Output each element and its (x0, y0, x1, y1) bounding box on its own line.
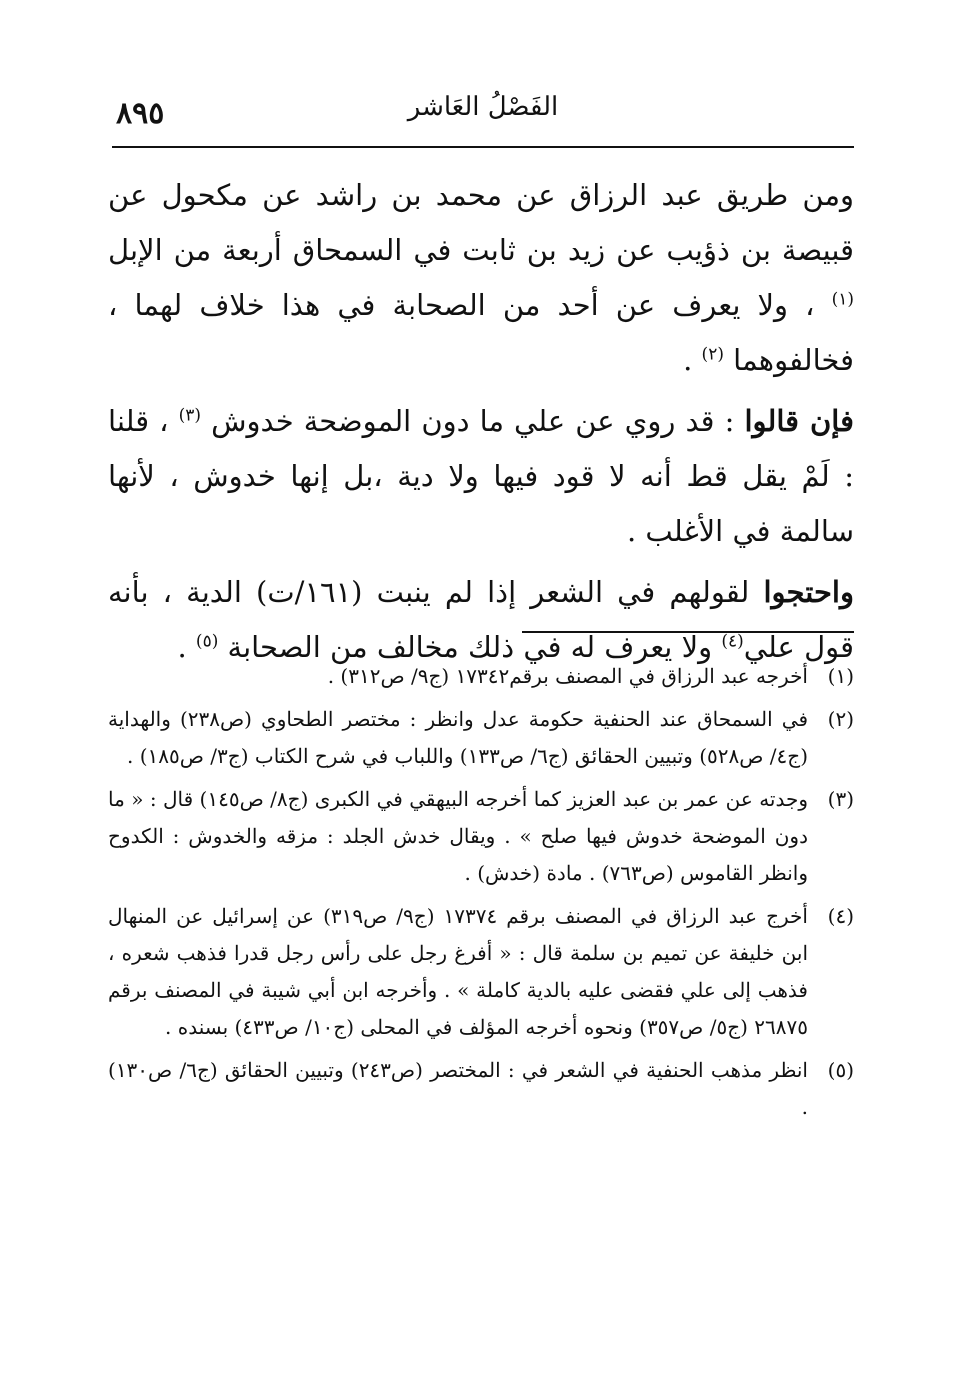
footnote-mark-1: (١) (827, 664, 854, 688)
paragraph-2-lead: فإن قالوا (744, 404, 854, 438)
paragraph-3-text-1: لقولهم في الشعر إذا لم ينبت (١٦١/ت) الدية ، بأنه قول علي (108, 575, 854, 664)
footnote-ref-2[interactable]: (٢) (701, 344, 724, 365)
running-title: الفَصْلُ العَاشر (407, 92, 559, 122)
footnote-ref-4[interactable]: (٤) (721, 631, 744, 652)
page-header (112, 88, 854, 144)
main-text (108, 168, 854, 675)
footnote-text-3: وجدته عن عمر بن عبد العزيز كما أخرجه البيهقي في الكبرى (ج٨/ ص١٤٥) قال : « ما دون الموضحة خدوش فيها صلح » . ويقال خدش الجلد : مزقه والخدوش : الكدوح وانظر القاموس (ص٧٦٣) . مادة (خدش) . (108, 787, 808, 885)
paragraph-2-text-1: : قد روي عن علي ما دون الموضحة خدوش (201, 404, 745, 438)
paragraph-1-text-3: . (683, 343, 702, 377)
footnote-mark-3: (٣) (827, 787, 854, 811)
paragraph-3-lead: واحتجوا (763, 575, 854, 609)
footnotes (108, 658, 854, 1132)
footnote-separator (522, 631, 854, 633)
paragraph-2-text-2: ، قلنا : لَمْ يقل قط أنه لا قود فيها ولا دية ،بل إنها خدوش ، لأنها سالمة في الأغلب . (108, 404, 854, 548)
footnote-5 (108, 1052, 854, 1126)
footnote-4 (108, 898, 854, 1046)
footnote-text-4: أخرج عبد الرزاق في المصنف برقم ١٧٣٧٤ (ج٩/ ص٣١٩) عن إسرائيل عن المنهال ابن خليفة عن تميم بن سلمة قال : « أفرغ رجل على رأس رجل قدرا فذهب شعره ، فذهب إلى علي فقضى عليه بالدية كاملة » . وأخرجه ابن أبي شيبة في المصنف برقم ٢٦٨٧٥ (ج٥/ ص٣٥٧) ونحوه أخرجه المؤلف في المحلى (ج١٠/ ص٤٣٣) بسنده . (108, 904, 808, 1039)
paragraph-2 (108, 394, 854, 559)
footnote-text-5: انظر مذهب الحنفية في الشعر في : المختصر (ص٢٤٣) وتبيين الحقائق (ج٦/ ص١٣٠) . (108, 1058, 808, 1119)
header-rule (112, 146, 854, 148)
paragraph-3-text-2: ولا يعرف له في ذلك مخالف من الصحابة (218, 630, 722, 664)
footnote-ref-3[interactable]: (٣) (178, 405, 201, 426)
footnote-ref-1[interactable]: (١) (831, 289, 855, 310)
paragraph-1 (108, 168, 854, 388)
paragraph-1-text-2: ، ولا يعرف عن أحد من الصحابة في هذا خلاف لهما ، فخالفوهما (108, 288, 854, 377)
footnote-1 (108, 658, 854, 695)
footnote-text-2: في السمحاق عند الحنفية حكومة عدل وانظر : مختصر الطحاوي (ص٢٣٨) والهداية (ج٤/ ص٥٢٨) وتبيين الحقائق (ج٦/ ص١٣٣) واللباب في شرح الكتاب (ج٣/ ص١٨٥) . (108, 707, 809, 768)
footnote-mark-2: (٢) (827, 707, 854, 731)
footnote-mark-5: (٥) (827, 1058, 854, 1082)
footnote-3 (108, 781, 854, 892)
footnote-2 (108, 701, 854, 775)
paragraph-1-text-1: ومن طريق عبد الرزاق عن محمد بن راشد عن مكحول عن قبيصة بن ذؤيب عن زيد بن ثابت في السمحاق أربعة من الإبل (108, 178, 854, 267)
footnote-ref-5[interactable]: (٥) (195, 631, 219, 652)
footnote-text-1: أخرجه عبد الرزاق في المصنف برقم١٧٣٤٢ (ج٩/ ص٣١٢) . (327, 664, 808, 688)
paragraph-3-text-3: . (177, 630, 196, 664)
page-number: ٨٩٥ (116, 96, 165, 131)
footnote-mark-4: (٤) (827, 904, 854, 928)
